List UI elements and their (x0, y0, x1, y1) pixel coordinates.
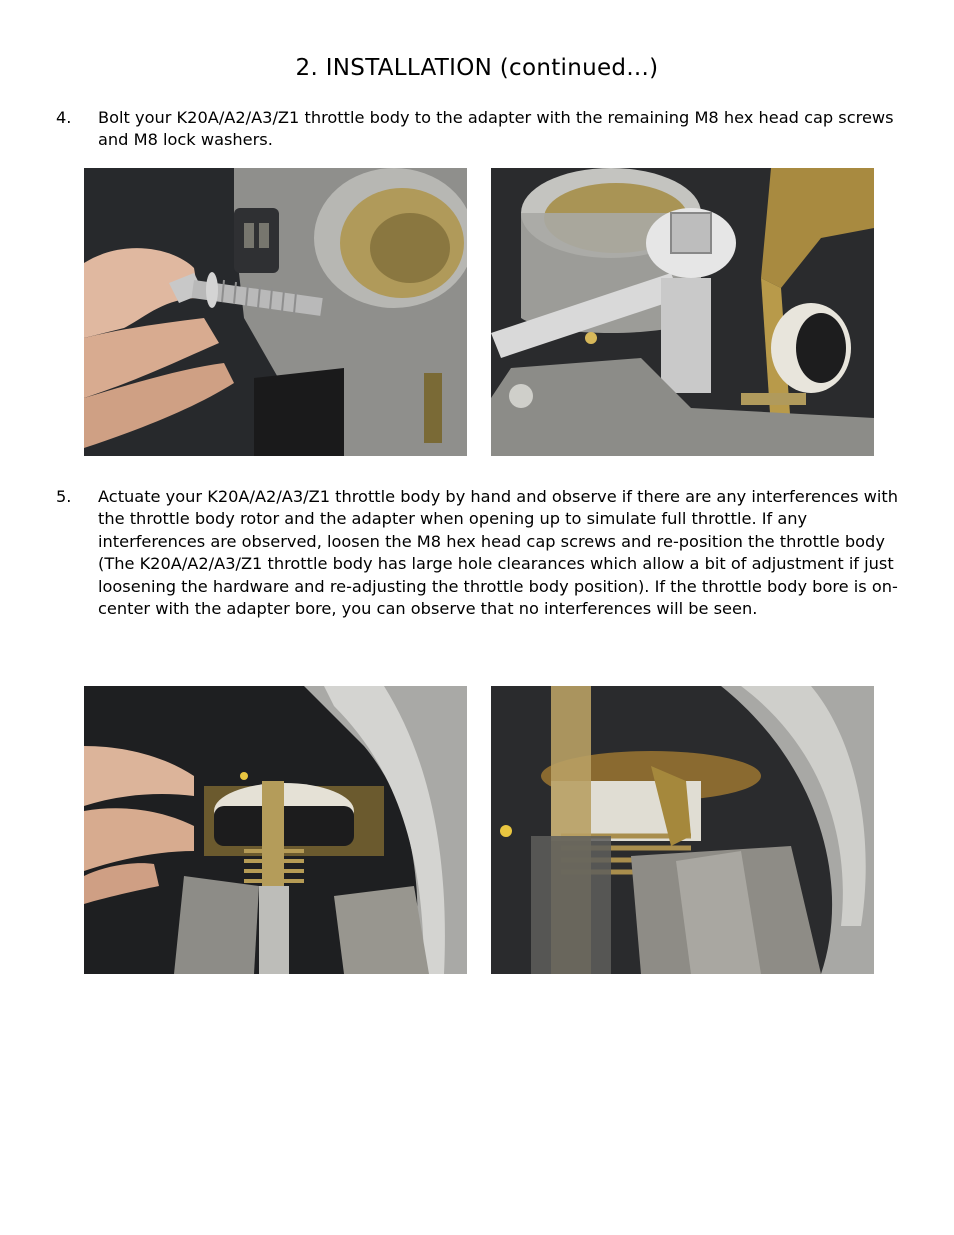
step-text: Actuate your K20A/A2/A3/Z1 throttle body by hand and observe if there are any interferences with the throttle body rotor and the adapter when opening up to simulate full throttle. If any interferences are observed, loosen the M8 hex head cap screws and re-position the throttle body (The K20A/A2/A3/Z1 throttle body has large hole clearances which allow a bit of adjustment if just loosening the hardware and re-adjusting the throttle body position). If the throttle body bore is on-center with the adapter bore, you can observe that no interferences will be seen. (98, 487, 899, 619)
photo-ratchet-on-bolt (491, 168, 874, 456)
step-number: 5. (56, 487, 72, 506)
step-number: 4. (56, 108, 72, 127)
page-title: 2. INSTALLATION (continued...) (295, 55, 659, 81)
photo-throttle-rotor-closeup (491, 686, 874, 974)
photo-actuating-throttle-by-hand (84, 686, 467, 974)
step-text: Bolt your K20A/A2/A3/Z1 throttle body to the adapter with the remaining M8 hex head cap screws and M8 lock washers. (98, 108, 894, 150)
step-4 (56, 107, 906, 152)
photo-hand-holding-bolt (84, 168, 467, 456)
step-5 (56, 486, 906, 620)
